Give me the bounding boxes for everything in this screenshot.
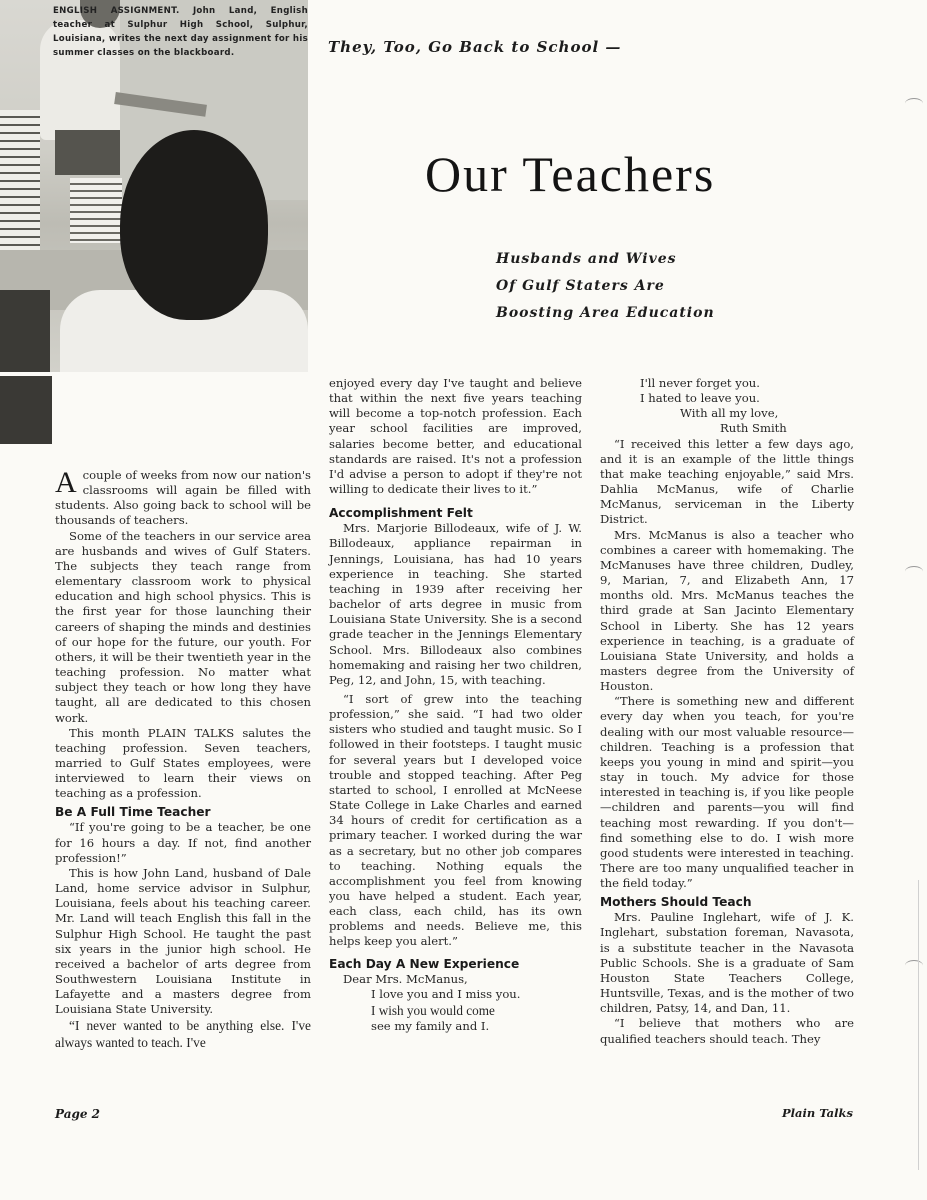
chair: [0, 290, 50, 372]
book-stack: [70, 178, 122, 243]
paragraph: “If you're going to be a teacher, be one for 16 hours a day. If not, find another profession!”: [55, 820, 311, 865]
letter-line: I hated to leave you.: [640, 391, 760, 406]
letter-line: With all my love,: [680, 406, 779, 421]
article-column-2: [329, 376, 582, 1034]
page-crease: [905, 566, 923, 577]
caption-text: John Land, English teacher at Sulphur High School, Sulphur, Louisiana, writes the next day assignment for his summer classes on the blackboard.: [53, 6, 308, 58]
article-column-3: [600, 376, 854, 1047]
lead-text: couple of weeks from now our nation's classrooms will again be filled with students. Also going back to school will be thousands of teachers.: [55, 468, 311, 528]
page-edge: [918, 880, 919, 1170]
letter-signature: Ruth Smith: [720, 421, 787, 436]
student-head: [120, 130, 268, 320]
paragraph: This is how John Land, husband of Dale Land, home service advisor in Sulphur, Louisiana, feels about his teaching career. Mr. Land will teach English this fall in the Sulphur High School. He taught the past six years in the junior high school. He received a bachelor of arts degree from Southwestern Louisiana Institute in Lafayette and a masters degree from Louisiana State University.: [55, 865, 311, 1017]
subtitle-line: Husbands and Wives: [496, 251, 677, 267]
paragraph: Mrs. Marjorie Billodeaux, wife of J. W. Billodeaux, appliance repairman in Jennings, Louisiana, has had 10 years experience in teaching. She started teaching in 1939 after receiving her bachelor of arts degree in music from Louisiana State University. She is a second grade teacher in the Jennings Elementary School. Mrs. Billodeaux also combines homemaking and raising her two children, Peg, 12, and John, 15, with teaching.: [329, 521, 582, 687]
photo-caption: [53, 4, 308, 60]
letter: [329, 972, 582, 1034]
teacher-pants: [55, 130, 120, 175]
paragraph: This month PLAIN TALKS salutes the teaching profession. Seven teachers, married to Gulf States employees, were interviewed to learn their views on teaching as a profession.: [55, 725, 311, 801]
letter-line: Dear Mrs. McManus,: [343, 971, 468, 986]
caption-photo-edge: [0, 376, 52, 444]
lead-paragraph: [55, 468, 311, 529]
publication-name: Plain Talks: [782, 1106, 853, 1120]
letter-line: see my family and I.: [371, 1018, 490, 1033]
paragraph: enjoyed every day I've taught and believe that within the next five years teaching will become a top-notch profession. Each year school facilities are improved, salaries become better, and educational standards are raised. It's not a profession I'd advise a person to adopt if they're not willing to dedicate their lives to it.”: [329, 376, 582, 497]
letter-line: I love you and I miss you.: [371, 986, 521, 1001]
kicker: They, Too, Go Back to School —: [328, 38, 622, 56]
section-heading: Each Day A New Experience: [329, 956, 520, 971]
page-crease: [905, 98, 923, 109]
section-heading: Be A Full Time Teacher: [55, 805, 211, 820]
section-heading: Mothers Should Teach: [600, 895, 752, 910]
paragraph: Mrs. Pauline Inglehart, wife of J. K. Inglehart, substation foreman, Navasota, is a substitute teacher in the Navasota Public Schools. She is a graduate of Sam Houston State Teachers College, Huntsville, Texas, and is the mother of two children, Patsy, 14, and Dan, 11.: [600, 910, 854, 1016]
paragraph: Some of the teachers in our service area are husbands and wives of Gulf Staters. The subjects they teach range from elementary classroom work to physical education and high school physics. This is the first year for those launching their careers of shaping the minds and destinies of our hope for the future, our youth. For others, it will be their twentieth year in the teaching profession. No matter what subject they teach or how long they have taught, all are dedicated to this chosen work.: [55, 528, 311, 725]
letter-line: I'll never forget you.: [640, 376, 760, 390]
paragraph: “I believe that mothers who are qualified teachers should teach. They: [600, 1016, 854, 1046]
letter-line: I wish you would come: [371, 1002, 495, 1018]
page-crease: [905, 960, 923, 971]
paragraph: Mrs. McManus is also a teacher who combines a career with homemaking. The McManuses have three children, Dudley, 9, Marian, 7, and Elizabeth Ann, 17 months old. Mrs. McManus teaches the third grade at San Jacinto Elementary School in Liberty. She has 12 years experience in teaching, is a graduate of Louisiana State University, and holds a masters degree from the University of Houston.: [600, 527, 854, 694]
paragraph: “I sort of grew into the teaching profession,” she said. “I had two older sisters who studied and taught music. So I followed in their footsteps. I taught music for several years but I developed voice trouble and stopped teaching. After Peg started to school, I enrolled at McNeese State College in Lake Charles and earned 34 hours of credit for certification as a primary teacher. I worked during the war as a secretary, but no other job compares to teaching. Nothing equals the accomplishment you feel from knowing you have helped a student. Each year, each class, each child, has its own problems and needs. Believe me, this helps keep you alert.”: [329, 691, 582, 949]
letter-continued: [600, 376, 854, 437]
page-title: Our Teachers: [425, 146, 716, 202]
paragraph: “There is something new and different every day when you teach, for you're dealing with our most valuable resource—children. Teaching is a profession that keeps you young in mind and spirit—you stay in touch. My advice for those interested in teaching is, if you like people—children and parents—you will find teaching most rewarding. If you don't—find something else to do. I wish more good students were interested in teaching. There are too many unqualified teacher in the field today.”: [600, 694, 854, 891]
paragraph: “I received this letter a few days ago, and it is an example of the little things that make teaching enjoyable,” said Mrs. Dahlia McManus, wife of Charlie McManus, serviceman in the Liberty District.: [600, 436, 854, 527]
page-number: Page 2: [55, 1107, 101, 1121]
caption-lead: ENGLISH ASSIGNMENT.: [53, 6, 180, 16]
subtitle-line: Boosting Area Education: [496, 305, 715, 321]
paragraph: “I never wanted to be anything else. I've always wanted to teach. I've: [55, 1018, 311, 1051]
drop-cap: A: [55, 466, 77, 499]
subtitle-line: Of Gulf Staters Are: [496, 278, 665, 294]
article-column-1: [55, 468, 311, 1051]
subtitle: [496, 246, 715, 327]
section-heading: Accomplishment Felt: [329, 506, 473, 521]
